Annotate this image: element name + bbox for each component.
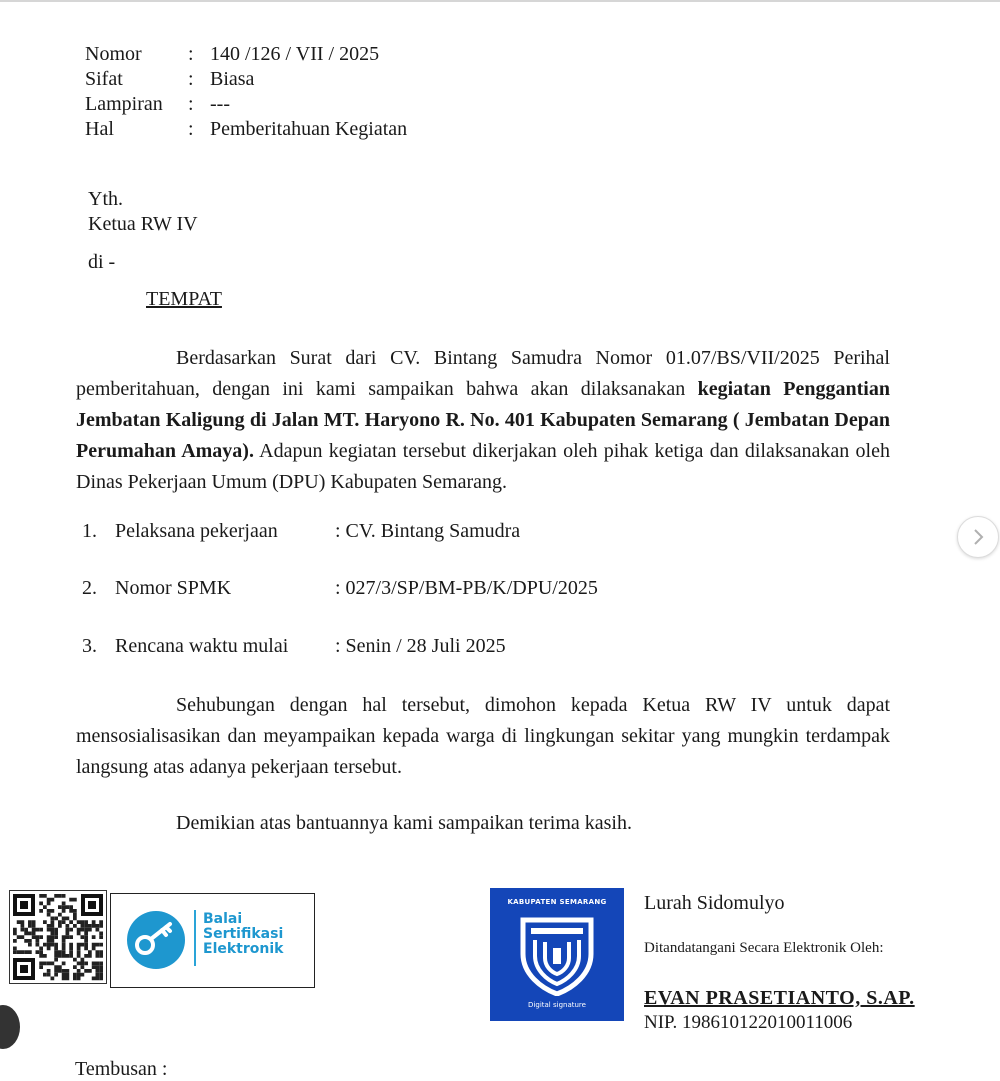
paragraph-text: Sehubungan dengan hal tersebut, dimohon kepada Ketua RW IV untuk dapat mensosialisasikan dan meyampaikan kepada warga di lingkungan sekitar yang mungkin terdampak langsung atas adanya pekerjaan tersebut. [76, 694, 890, 778]
header-row-lampiran [85, 92, 407, 117]
shield-icon [517, 914, 597, 996]
header-row-sifat [85, 67, 407, 92]
chevron-right-icon [970, 528, 986, 546]
bsre-logo [110, 893, 315, 988]
paragraph-text: Berdasarkan Surat dari CV. Bintang Samudra Nomor 01.07/BS/VII/2025 Perihal pemberitahuan, dengan ini kami sampaikan bahwa akan dilaksanakan [76, 347, 890, 400]
list-value: : CV. Bintang Samudra [335, 520, 521, 542]
header-colon: : [188, 118, 194, 140]
header-colon: : [188, 68, 194, 90]
header-value: Pemberitahuan Kegiatan [210, 118, 408, 140]
sign-title: Lurah Sidomulyo [644, 892, 785, 914]
recipient-di: di - [88, 251, 116, 273]
header-colon: : [188, 43, 194, 65]
recipient-tempat: TEMPAT [146, 288, 222, 310]
qr-code-icon [9, 890, 107, 984]
list-label: Nomor SPMK [115, 577, 232, 599]
bsre-text-line: Elektronik [203, 941, 284, 957]
bsre-text [203, 912, 283, 957]
header-label: Hal [85, 118, 114, 140]
header-row-nomor [85, 42, 407, 67]
header-label: Sifat [85, 68, 123, 90]
header-value: Biasa [210, 68, 255, 90]
header-row-hal [85, 117, 407, 142]
body-paragraph-2 [76, 690, 890, 783]
tembusan-label: Tembusan : [75, 1058, 168, 1080]
badge-top-text: KABUPATEN SEMARANG [507, 898, 607, 906]
letter-header [85, 42, 407, 142]
paragraph-bold-text: kegiatan Penggantian Jembatan Kaligung di Jalan MT. Haryono R. No. 401 Kabupaten Semarang ( Jembatan Depan Perumahan Amaya). [76, 378, 890, 462]
header-colon: : [188, 93, 194, 115]
list-item [82, 520, 520, 543]
paragraph-text: Adapun kegiatan tersebut dikerjakan oleh pihak ketiga dan dilaksanakan oleh Dinas Pekerjaan Umum (DPU) Kabupaten Semarang. [76, 440, 890, 493]
body-paragraph-1 [76, 343, 890, 498]
recipient-yth: Yth. [88, 188, 123, 210]
list-number: 2. [82, 577, 97, 599]
list-label: Rencana waktu mulai [115, 635, 289, 657]
sign-note: Ditandatangani Secara Elektronik Oleh: [644, 940, 884, 956]
list-item [82, 577, 598, 600]
bsre-logo-icon [126, 910, 186, 970]
list-item [82, 635, 506, 658]
list-label: Pelaksana pekerjaan [115, 520, 278, 542]
header-label: Lampiran [85, 93, 163, 115]
header-value: --- [210, 93, 230, 115]
list-number: 3. [82, 635, 97, 657]
digital-signature-badge-icon [490, 888, 624, 1021]
body-paragraph-3 [76, 808, 890, 839]
bsre-text-line: Sertifikasi [203, 926, 284, 942]
bsre-divider [194, 910, 196, 966]
recipient-name: Ketua RW IV [88, 213, 198, 235]
header-value: 140 /126 / VII / 2025 [210, 43, 380, 65]
badge-bottom-text: Digital signature [528, 1001, 586, 1009]
list-value: : 027/3/SP/BM-PB/K/DPU/2025 [335, 577, 598, 599]
bsre-text-line: Balai [203, 911, 243, 927]
list-number: 1. [82, 520, 97, 542]
paragraph-text: Demikian atas bantuannya kami sampaikan terima kasih. [176, 812, 632, 834]
signer-nip: NIP. 198610122010011006 [644, 1012, 853, 1033]
header-label: Nomor [85, 43, 142, 65]
signer-name: EVAN PRASETIANTO, S.AP. [644, 987, 915, 1009]
next-slide-button[interactable] [957, 516, 999, 558]
list-value: : Senin / 28 Juli 2025 [335, 635, 506, 657]
